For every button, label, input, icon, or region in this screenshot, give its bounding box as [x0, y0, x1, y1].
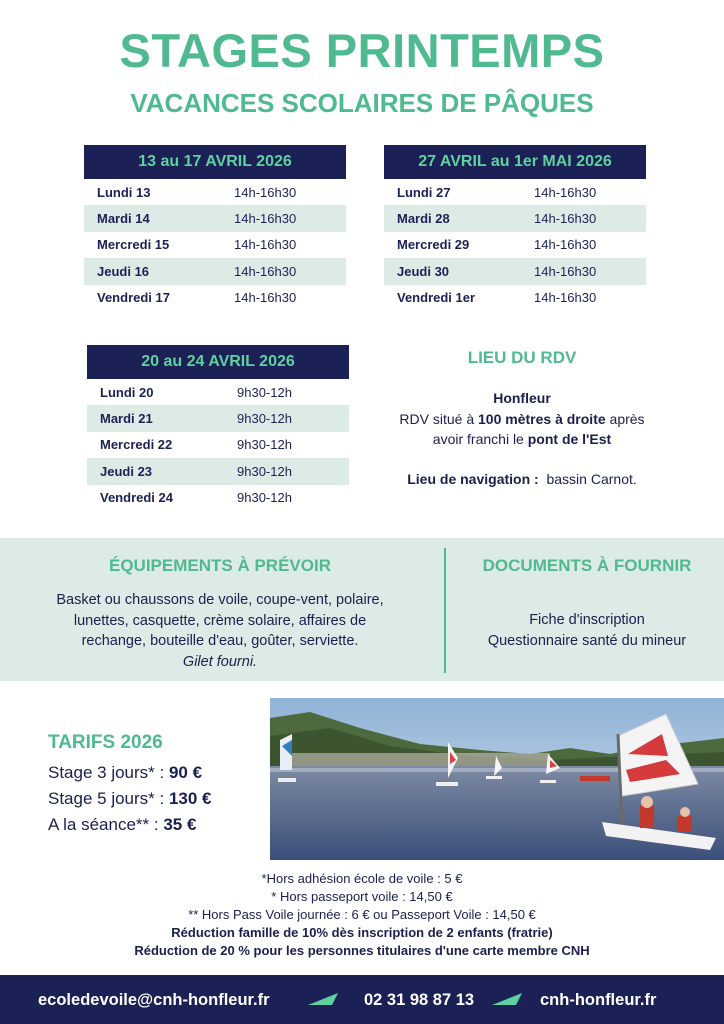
- sail-icon: [308, 992, 338, 1011]
- equipment-line: lunettes, casquette, crème solaire, affaires de: [73, 612, 367, 629]
- price-line: A la séance** : 35 €: [48, 815, 197, 834]
- schedule-row: Mercredi 29 14h-16h30: [397, 237, 597, 253]
- phone-link[interactable]: 02 31 98 87 13: [364, 991, 475, 1009]
- pricing-section: [48, 732, 212, 838]
- schedule-row: Jeudi 30 14h-16h30: [384, 258, 646, 284]
- discount-line: Réduction de 20 % pour les personnes titulaires d'une carte membre CNH: [134, 943, 590, 958]
- schedule-row: Vendredi 17 14h-16h30: [97, 290, 297, 306]
- schedule-row: Mardi 28 14h-16h30: [384, 205, 646, 231]
- page-subtitle: VACANCES SCOLAIRES DE PÂQUES: [130, 88, 594, 118]
- meeting-directions-line2: avoir franchi le pont de l'Est: [432, 431, 612, 447]
- meeting-point: [380, 348, 664, 487]
- document-item: Questionnaire santé du mineur: [487, 633, 687, 649]
- schedule-row: Mercredi 22 9h30-12h: [100, 437, 292, 453]
- schedule-week-3: [384, 145, 646, 311]
- info-band: [0, 538, 724, 681]
- discount-line: Réduction famille de 10% dès inscription de 2 enfants (fratrie): [171, 925, 553, 940]
- meeting-point-heading: LIEU DU RDV: [467, 348, 577, 367]
- schedule-row: Vendredi 24 9h30-12h: [100, 490, 292, 506]
- schedule-title: 13 au 17 AVRIL 2026: [84, 145, 346, 179]
- price-line: Stage 5 jours* : 130 €: [48, 789, 212, 808]
- schedule-title: 20 au 24 AVRIL 2026: [87, 345, 349, 379]
- schedule-row: Jeudi 16 14h-16h30: [84, 258, 346, 284]
- price-line: Stage 3 jours* : 90 €: [48, 763, 203, 782]
- equipment-section: [20, 556, 420, 672]
- section-divider: [444, 548, 446, 673]
- pricing-notes: [0, 870, 724, 960]
- schedule-week-1: [84, 145, 346, 311]
- schedule-row: Lundi 27 14h-16h30: [397, 184, 597, 200]
- document-item: Fiche d'inscription: [529, 612, 645, 628]
- schedule-row: Mardi 21 9h30-12h: [87, 405, 349, 431]
- note-line: * Hors passeport voile : 14,50 €: [271, 889, 453, 904]
- page-title: STAGES PRINTEMPS: [119, 24, 605, 77]
- equipment-heading: ÉQUIPEMENTS À PRÉVOIR: [109, 556, 331, 575]
- equipment-note: Gilet fourni.: [182, 653, 258, 670]
- note-line: *Hors adhésion école de voile : 5 €: [261, 871, 463, 886]
- pricing-heading: TARIFS 2026: [48, 732, 163, 753]
- email-link[interactable]: ecoledevoile@cnh-honfleur.fr: [38, 991, 270, 1009]
- contact-footer: [0, 975, 724, 1024]
- navigation-place: Lieu de navigation : bassin Carnot.: [407, 471, 637, 487]
- sail-icon: [492, 992, 522, 1011]
- schedule-row: Vendredi 1er 14h-16h30: [397, 290, 597, 306]
- schedule-row: Mercredi 15 14h-16h30: [97, 237, 297, 253]
- documents-heading: DOCUMENTS À FOURNIR: [482, 556, 692, 575]
- schedule-row: Lundi 20 9h30-12h: [100, 384, 292, 400]
- meeting-directions-line1: RDV situé à 100 mètres à droite après: [399, 411, 645, 427]
- meeting-city: Honfleur: [493, 390, 551, 406]
- equipment-line: Basket ou chaussons de voile, coupe-vent, polaire,: [56, 592, 384, 608]
- schedule-row: Mardi 14 14h-16h30: [84, 205, 346, 231]
- equipment-line: rechange, bouteille d'eau, goûter, serviette.: [81, 633, 359, 649]
- schedule-row: Jeudi 23 9h30-12h: [87, 458, 349, 484]
- website-link[interactable]: cnh-honfleur.fr: [540, 991, 657, 1009]
- documents-section: [462, 556, 712, 652]
- schedule-week-2: [87, 345, 349, 511]
- note-line: ** Hors Pass Voile journée : 6 € ou Passeport Voile : 14,50 €: [188, 907, 536, 922]
- schedule-title: 27 AVRIL au 1er MAI 2026: [384, 145, 646, 179]
- sailing-photo: [270, 698, 724, 860]
- schedule-row: Lundi 13 14h-16h30: [97, 184, 297, 200]
